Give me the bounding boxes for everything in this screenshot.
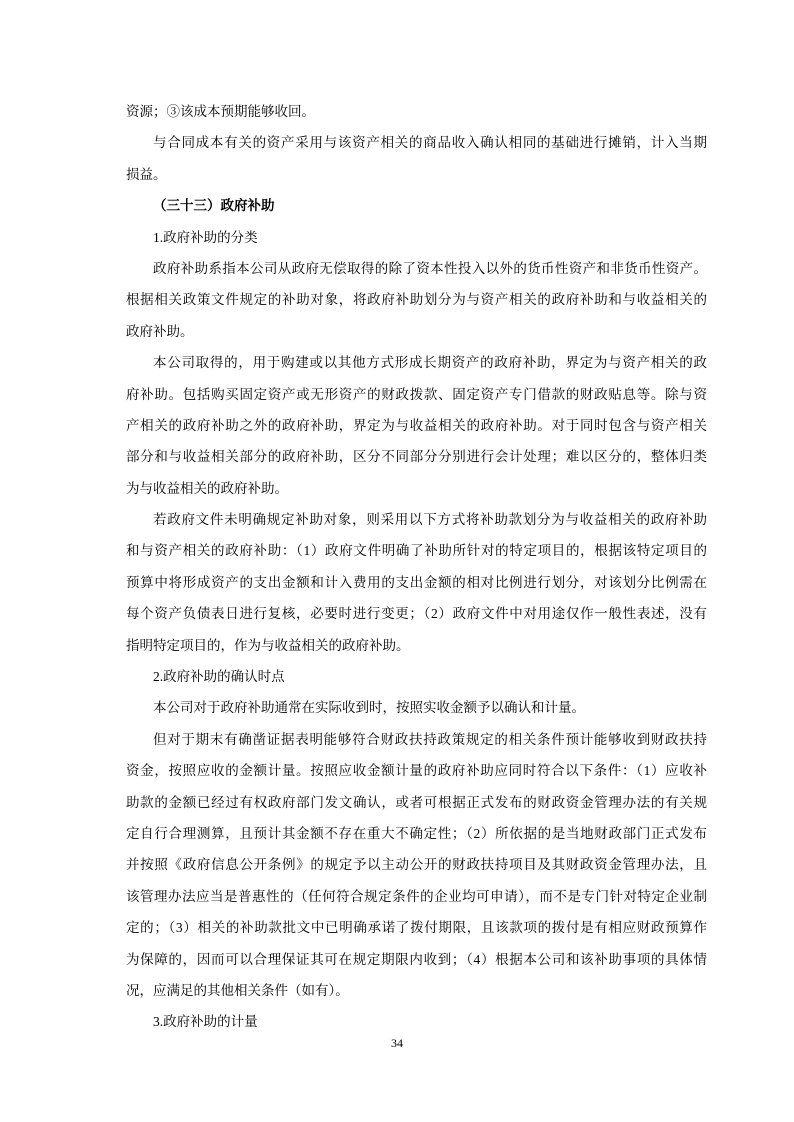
text-line: 根据相关政策文件规定的补助对象，将政府补助划分为与资产相关的政府补助和与收益相关的 bbox=[126, 292, 707, 308]
text-line: 定的；（3）相关的补助款批文中已明确承诺了拨付期限，且该款项的拨付是有相应财政预算作 bbox=[126, 920, 707, 936]
text-line: 府补助。包括购买固定资产或无形资产的财政拨款、固定资产专门借款的财政贴息等。除与资 bbox=[126, 386, 707, 402]
text-line: 本公司取得的，用于购建或以其他方式形成长期资产的政府补助，界定为与资产相关的政 bbox=[153, 355, 707, 371]
text-line: 2.政府补助的确认时点 bbox=[153, 669, 285, 685]
text-line: 部分和与收益相关部分的政府补助，区分不同部分分别进行会计处理；难以区分的，整体归类 bbox=[126, 449, 707, 465]
text-line: 该管理办法应当是普惠性的（任何符合规定条件的企业均可申请），而不是专门针对特定企业制 bbox=[126, 888, 707, 904]
text-line: 指明特定项目的，作为与收益相关的政府补助。 bbox=[126, 637, 410, 653]
text-line: 3.政府补助的计量 bbox=[153, 1014, 258, 1030]
text-line: 每个资产负债表日进行复核，必要时进行变更；（2）政府文件中对用途仅作一般性表述，没有 bbox=[126, 606, 707, 622]
text-line: 并按照《政府信息公开条例》的规定予以主动公开的财政扶持项目及其财政资金管理办法，且 bbox=[126, 857, 707, 873]
text-line: 但对于期末有确凿证据表明能够符合财政扶持政策规定的相关条件预计能够收到财政扶持 bbox=[153, 731, 707, 747]
text-line: 1.政府补助的分类 bbox=[153, 229, 258, 245]
text-line: 为与收益相关的政府补助。 bbox=[126, 480, 288, 496]
text-line: 况，应满足的其他相关条件（如有）。 bbox=[126, 982, 349, 998]
text-line: 政府补助。 bbox=[126, 323, 194, 339]
text-line: 若政府文件未明确规定补助对象，则采用以下方式将补助款划分为与收益相关的政府补助 bbox=[153, 512, 707, 528]
page-number: 34 bbox=[391, 1036, 403, 1050]
section-heading-line: （三十三）政府补助 bbox=[153, 198, 275, 214]
text-line: 政府补助系指本公司从政府无偿取得的除了资本性投入以外的货币性资产和非货币性资产。 bbox=[153, 260, 707, 276]
text-line: 资金，按照应收的金额计量。按照应收金额计量的政府补助应同时符合以下条件：（1）应收补 bbox=[126, 763, 707, 779]
text-line: 助款的金额已经过有权政府部门发文确认，或者可根据正式发布的财政资金管理办法的有关规 bbox=[126, 794, 707, 810]
text-line: 与合同成本有关的资产采用与该资产相关的商品收入确认相同的基础进行摊销，计入当期 bbox=[153, 135, 707, 151]
text-column bbox=[126, 96, 707, 1038]
text-line: 资源；③该成本预期能够收回。 bbox=[126, 104, 315, 119]
text-line: 预算中将形成资产的支出金额和计入费用的支出金额的相对比例进行划分，对该划分比例需在 bbox=[126, 574, 707, 590]
text-line: 定自行合理测算，且预计其金额不存在重大不确定性；（2）所依据的是当地财政部门正式发布 bbox=[126, 825, 707, 841]
text-line: 产相关的政府补助之外的政府补助，界定为与收益相关的政府补助。对于同时包含与资产相关 bbox=[126, 417, 707, 433]
text-line: 为保障的，因而可以合理保证其可在规定期限内收到；（4）根据本公司和该补助事项的具体情 bbox=[126, 951, 707, 967]
text-line: 本公司对于政府补助通常在实际收到时，按照实收金额予以确认和计量。 bbox=[153, 700, 585, 716]
text-line: 损益。 bbox=[126, 166, 167, 182]
text-line: 和与资产相关的政府补助：（1）政府文件明确了补助所针对的特定项目的，根据该特定项目的 bbox=[126, 543, 707, 559]
